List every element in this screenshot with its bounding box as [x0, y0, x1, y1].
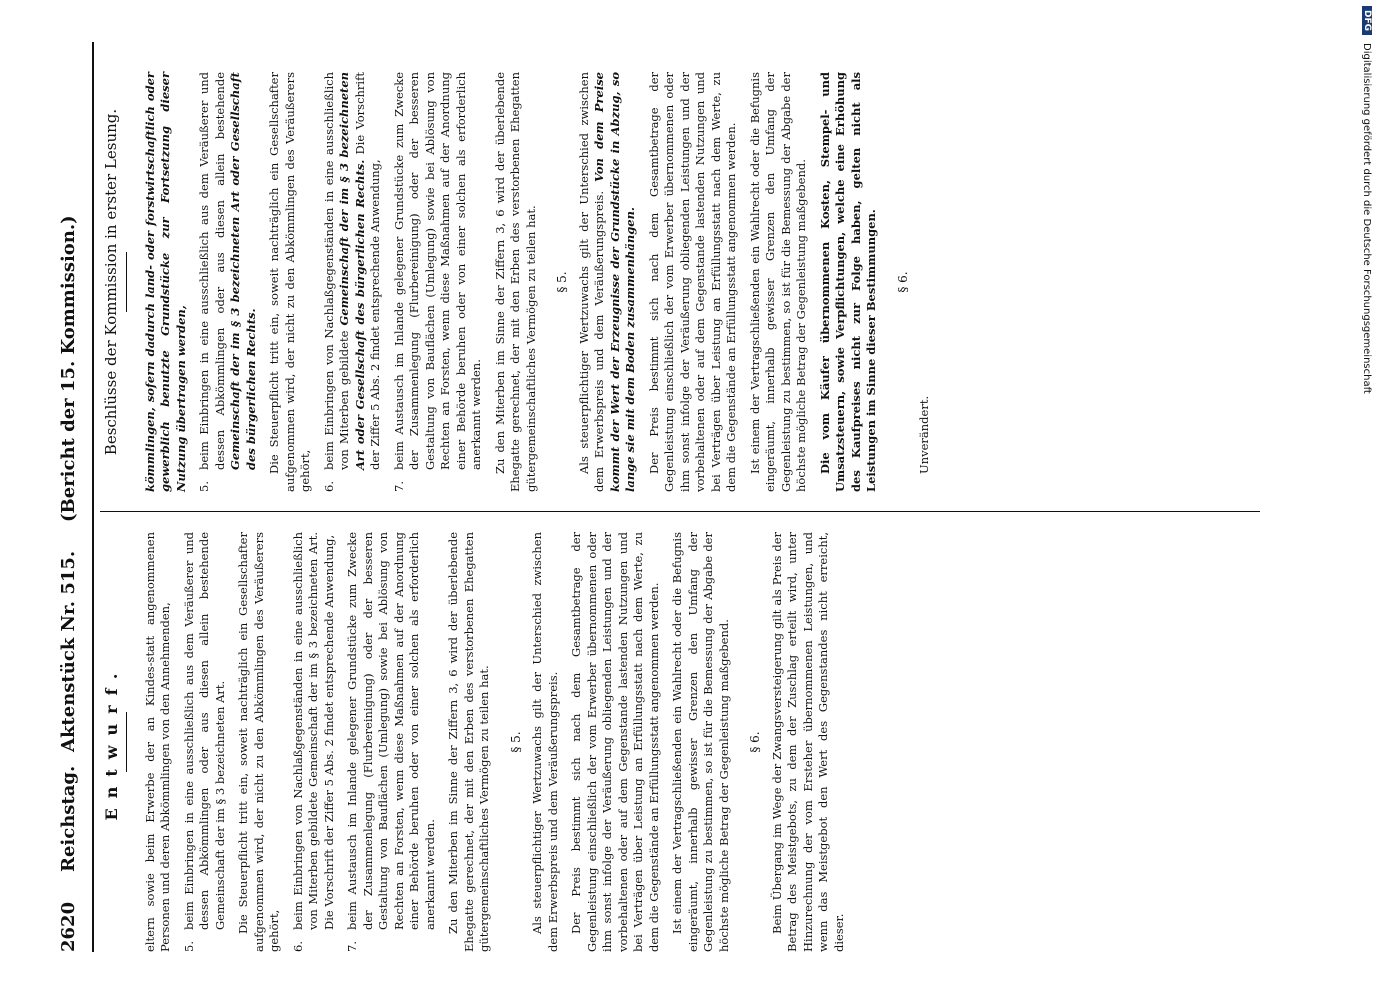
paragraph: Der Preis bestimmt sich nach dem Gesamtbetrage der Gegenleistung einschließlich der vom Erwerber übernommenen oder ihm sonst infolge der Veräußerung obliegenden Leistungen und der vorbehaltenen oder auf dem Gegenstande lastenden Nutzungen und bei Verträgen über Leistung an Erfüllungsstatt nach dem Werte, zu dem die Gegenstände an Erfüllungsstatt angenommen werden.: [646, 72, 738, 492]
list-item: [182, 532, 229, 952]
digitization-note: [1356, 6, 1378, 606]
paragraph: [577, 72, 639, 492]
item-number: 6.: [290, 941, 305, 952]
section-heading: § 5.: [508, 731, 523, 753]
paragraph: Die Steuerpflicht tritt ein, soweit nachträglich ein Gesellschafter aufgenommen wird, der nicht zu den Abkömmlingen des Veräußerers gehört,: [267, 72, 312, 492]
paragraph: Als steuerpflichtiger Wertzuwachs gilt der Unterschied zwischen dem Erwerbspreis und dem Veräußerungspreis.: [530, 532, 560, 952]
paragraph: Der Preis bestimmt sich nach dem Gesamtbetrage der Gegenleistung einschließlich der vom Erwerber übernommenen oder ihm sonst infolge der Veräußerung obliegenden Leistungen und der vorbehaltenen oder auf dem Gegenstande lastenden Nutzungen und bei Verträgen über Leistung an Erfüllungsstatt nach dem Werte, zu dem die Gegenstände an Erfüllungsstatt angenommen werden.: [569, 532, 661, 952]
title-rule: [126, 252, 127, 312]
item-text-amendment: Gemeinschaft der im § 3 bezeichneten Art oder Gesellschaft des bürgerlichen Rechts.: [337, 71, 367, 470]
section-heading: § 5.: [555, 271, 569, 293]
item-number: 5.: [181, 941, 196, 952]
item-text-part: Die Vorschrift der Ziffer 5 Abs. 2 findet entsprechende Anwendung,: [352, 72, 382, 470]
item-text-part: beim Einbringen in eine ausschließlich aus dem Veräußerer und dessen Abkömmlingen oder aus diesen allein bestehende: [197, 72, 227, 470]
item-text: [322, 72, 384, 470]
header-rule: [92, 42, 94, 952]
list-item: [345, 532, 438, 952]
paragraph: Unverändert.: [917, 395, 931, 474]
entwurf-title: Entwurf.: [102, 663, 121, 821]
list-item: [291, 532, 338, 952]
aktenstueck-label: Aktenstück Nr. 515.: [57, 550, 79, 752]
paragraph: Zu den Miterben im Sinne der Ziffern 3, 6 wird der überlebende Ehegatte gerechnet, der mit den Erben des verstorbenen Ehegatten gütergemeinschaftliches Vermögen zu teilen hat.: [492, 72, 538, 492]
amendment-paragraph: Die vom Käufer übernommenen Kosten, Stempel- und Umsatzsteuern, sowie Verpflichtungen, welche eine Erhöhung des Kaufpreises nicht zur Folge haben, gelten nicht als Leistungen im Sinne dieser Bestimmungen.: [817, 72, 878, 492]
paragraph: Zu den Miterben im Sinne der Ziffern 3, 6 wird der überlebende Ehegatte gerechnet, der mit den Erben des verstorbenen Ehegatten gütergemeinschaftliches Vermögen zu teilen hat.: [446, 532, 491, 952]
beschluesse-title: Beschlüsse der Kommission in erster Lesung.: [102, 108, 120, 456]
beschluesse-column: [100, 72, 941, 492]
item-text: [197, 72, 259, 470]
list-item: [197, 72, 259, 492]
opening-paragraph: eltern sowie beim Erwerbe der an Kindes-statt angenommenen Personen und deren Abkömmlingen von den Annehmenden,: [142, 532, 172, 952]
item-number: 5.: [197, 481, 211, 492]
list-item: [392, 72, 485, 492]
paragraph: Die Steuerpflicht tritt ein, soweit nachträglich ein Gesellschafter aufgenommen wird, der nicht zu den Abkömmlingen des Veräußerers gehört,: [236, 532, 281, 952]
item-text: beim Einbringen von Nachlaßgegenständen in eine ausschließlich von Miterben gebildete Gemeinschaft der im § 3 bezeichneten Art. Die Vorschrift der Ziffer 5 Abs. 2 findet entsprechende Anwendung,: [290, 532, 336, 930]
paragraph: Ist einem der Vertragschließenden ein Wahlrecht oder die Befugnis eingeräumt, innerhalb gewisser Grenzen den Umfang der Gegenleistung zu bestimmen, so ist für die Bemessung der Abgabe der höchste mögliche Betrag der Gegenleistung maßgebend.: [747, 72, 808, 492]
opening-paragraph: kömmlingen, sofern dadurch land- oder forstwirtschaftlich oder gewerblich benutzte Grundstücke zur Fortsetzung dieser Nutzung übertragen werden,: [142, 72, 188, 492]
page-header: [48, 42, 88, 952]
entwurf-column: [100, 532, 855, 952]
column-divider: [100, 511, 1260, 512]
amendment-text: Von dem Preise kommt der Wert der Erzeugnisse der Grundstücke in Abzug, so lange sie mit dem Boden zusammenhängen.: [592, 72, 637, 492]
item-text-amendment: Gemeinschaft der im § 3 bezeichneten Art oder Gesellschaft des bürgerlichen Rechts.: [228, 72, 258, 470]
digitization-text: Digitalisierung gefördert durch die Deutsche Forschungsgemeinschaft: [1361, 43, 1373, 394]
item-text: beim Austausch im Inlande gelegener Grundstücke zum Zwecke der Zusammenlegung (Flurbereinigung) oder der besseren Gestaltung von Bauflächen (Umlegung) sowie bei Ablösung von Rechten an Forsten, wenn diese Maßnahmen auf der Anordnung einer Behörde beruhen oder von einer solchen als erforderlich anerkannt werden.: [345, 532, 437, 930]
dfg-logo: DFG: [1362, 6, 1372, 35]
item-text: beim Austausch im Inlande gelegener Grundstücke zum Zwecke der Zusammenlegung (Flurbereinigung) oder der besseren Gestaltung von Bauflächen (Umlegung) sowie bei Ablösung von Rechten an Forsten, wenn diese Maßnahmen auf der Anordnung einer Behörde beruhen oder von einer solchen als erforderlich anerkannt werden.: [391, 72, 483, 470]
paragraph: Beim Übergang im Wege der Zwangsversteigerung gilt als Preis der Betrag des Meistgebots, zu dem der Zuschlag erteilt wird, unter Hinzurechnung der vom Ersteher übernommenen Leistungen, und wenn das Meistgebot den Wert des Gegenstandes nicht erreicht, dieser.: [769, 532, 846, 952]
page-number: 2620: [57, 901, 79, 952]
paragraph-text: Als steuerpflichtiger Wertzuwachs gilt der Unterschied zwischen dem Erwerbspreis und dem Veräußerungspreis.: [576, 72, 606, 492]
item-text-part: beim Einbringen von Nachlaßgegenständen in eine ausschließlich von Miterben gebildete: [321, 72, 351, 470]
section-heading: § 6.: [895, 271, 910, 293]
item-number: 7.: [345, 941, 359, 952]
list-item: [322, 72, 384, 492]
rotated-page: [48, 42, 1310, 952]
title-rule: [126, 712, 127, 772]
bericht-label: (Bericht der 15. Kommission.): [57, 215, 79, 522]
reichstag-label: Reichstag.: [57, 765, 79, 872]
section-heading: § 6.: [748, 731, 762, 753]
item-text: beim Einbringen in eine ausschließlich aus dem Veräußerer und dessen Abkömmlingen oder aus diesen allein bestehende Gemeinschaft der im § 3 bezeichneten Art.: [181, 532, 227, 930]
item-number: 6.: [321, 481, 336, 492]
item-number: 7.: [391, 481, 406, 492]
paragraph: Ist einem der Vertragschließenden ein Wahlrecht oder die Befugnis eingeräumt, innerhalb gewisser Grenzen den Umfang der Gegenleistung zu bestimmen, so ist für die Bemessung der Abgabe der höchste mögliche Betrag der Gegenleistung maßgebend.: [670, 532, 731, 952]
